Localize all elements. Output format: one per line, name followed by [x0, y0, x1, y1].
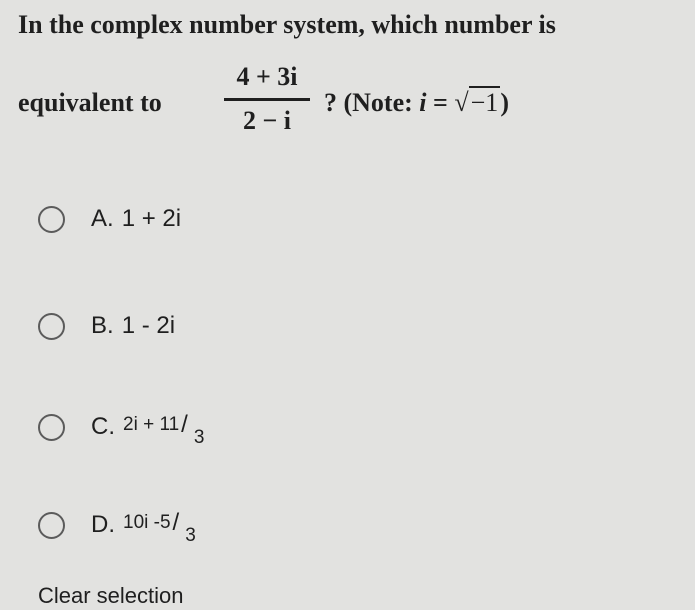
fraction-numerator: 4 + 3i [236, 62, 298, 91]
option-d-denominator: 3 [185, 525, 196, 546]
option-b[interactable] [38, 309, 175, 343]
option-b-text: 1 - 2i [121, 312, 176, 339]
option-d-numerator: 10i -5 [123, 512, 171, 533]
question-note [324, 86, 509, 120]
note-equals: = [426, 88, 455, 117]
option-a-text: 1 + 2i [121, 205, 182, 232]
option-a-letter: A. [91, 205, 114, 232]
option-d[interactable] [38, 508, 196, 546]
note-prefix: ? (Note: [324, 88, 420, 117]
option-b-letter: B. [91, 312, 114, 339]
clear-selection-link[interactable]: Clear selection [38, 583, 184, 608]
radio-button-d[interactable] [38, 512, 65, 539]
radio-button-c[interactable] [38, 414, 65, 441]
question-text [18, 8, 683, 135]
option-d-slash: / [172, 509, 180, 536]
note-square-root [454, 86, 500, 120]
option-c-letter: C. [91, 413, 115, 440]
question-line-1: In the complex number system, which number is [18, 10, 556, 39]
fraction-denominator: 2 − i [242, 106, 292, 135]
sqrt-radicand: −1 [470, 88, 499, 117]
radio-button-a[interactable] [38, 206, 65, 233]
sqrt-sign: √ [454, 88, 469, 117]
note-variable: i [419, 88, 427, 117]
note-suffix: ) [500, 88, 509, 117]
option-c[interactable] [38, 410, 205, 448]
fraction-bar [224, 98, 310, 101]
radio-button-b[interactable] [38, 313, 65, 340]
option-c-slash: / [181, 411, 188, 438]
question-line-2 [18, 60, 683, 140]
option-d-text [123, 509, 196, 546]
option-a[interactable] [38, 202, 181, 236]
question-prefix: equivalent to [18, 88, 162, 117]
option-c-numerator: 2i + 11 [123, 414, 180, 435]
option-d-letter: D. [91, 511, 115, 538]
option-c-denominator: 3 [193, 427, 205, 448]
option-c-text [123, 411, 205, 448]
